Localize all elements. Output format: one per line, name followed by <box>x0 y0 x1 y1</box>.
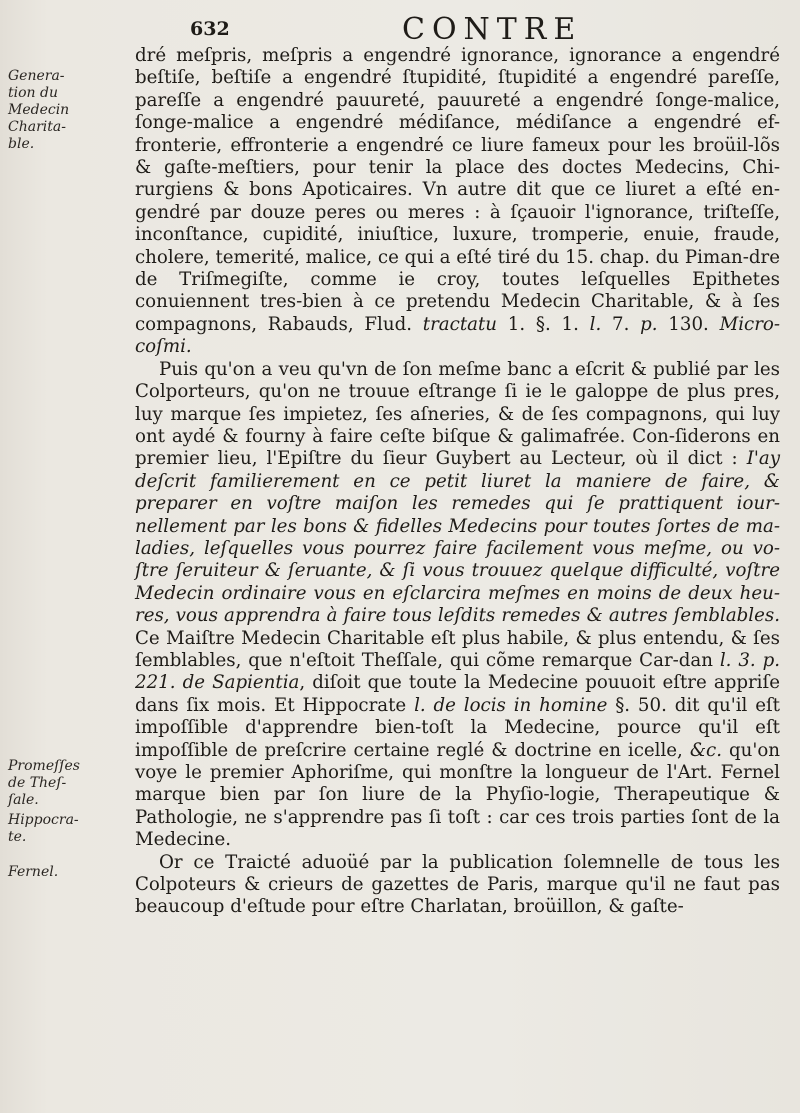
text-segment: 1. §. 1. <box>497 313 590 335</box>
text-segment: qu'on voye le premier Aphoriſme, qui monſtre la longueur de l'Art. Fernel marque bien par ſon liure de la Phyſio-logie, Therapeutique & Pathologie, ne s'apprendre pas ſi toſt : car ces trois parties ſont de la Medecine. <box>135 739 780 851</box>
text-segment: 130. <box>657 313 720 335</box>
text-segment: Ce Maiſtre Medecin Charitable eſt plus habile, & plus entendu, & ſes ſemblables, que n'eſtoit Theſſale, qui cõme remarque Car-dan <box>135 627 780 671</box>
text-segment: Or ce Traicté aduoüé par la publication ſolemnelle de tous les Colpoteurs & crieurs de gazettes de Paris, marque qu'il ne faut pas beaucoup d'eſtude pour eſtre Charlatan, broüillon, & gaſte- <box>135 851 780 918</box>
paragraph-2 <box>135 359 780 852</box>
margin-note-generation: Genera-tion du Medecin Charita-ble. <box>8 68 70 152</box>
margin-note-fernel: Fernel. <box>8 864 59 880</box>
paragraph-1 <box>135 45 780 359</box>
running-head: CONTRE <box>402 12 583 47</box>
text-segment: Puis qu'on a veu qu'vn de ſon meſme banc a eſcrit & publié par les Colporteurs, qu'on ne trouue eſtrange ſi ie le galoppe de plus pres, luy marque ſes impietez, ſes aſneries, & de ſes compagnons, qui luy ont aydé & fourny à faire ceſte biſque & galimafrée. Con-ſiderons en premier lieu, l'Epiſtre du ſieur Guybert au Lecteur, où il dict : <box>135 358 780 470</box>
citation-segment: Micro-coſmi. <box>135 313 780 358</box>
citation-segment: l. <box>589 313 602 335</box>
paragraph-3 <box>135 852 780 919</box>
citation-segment: tractatu <box>422 313 497 335</box>
quotation-segment: I'ay deſcrit familierement en ce petit liuret la maniere de faire, & preparer en voſtre maiſon les remedes qui ſe prattiquent iour-nellement par les bons & fidelles Medecins pour toutes ſortes de ma-ladies, leſquelles vous pourrez faire facilement vous meſme, ou vo-ſtre ſeruiteur & ſeruante, & ſi vous trouuez quelque difficulté, voſtre Medecin ordinaire vous en eſclarcira meſmes en moins de deux heu-res, vous apprendra à faire tous leſdits remedes & autres ſemblables. <box>135 448 780 627</box>
margin-note-hippocrate: Hippocra-te. <box>8 812 79 845</box>
citation-segment: p. <box>640 313 658 335</box>
text-segment: 7. <box>601 313 641 335</box>
citation-segment: l. 3. p. 221. de Sapientia <box>135 649 780 694</box>
page-number: 632 <box>190 18 230 40</box>
page-header <box>190 14 790 48</box>
citation-segment: &c. <box>689 739 722 761</box>
margin-note-promesses: Promeſſes de Theſ-ſale. <box>8 758 80 808</box>
body-text <box>135 45 780 919</box>
citation-segment: l. de locis in homine <box>414 694 608 716</box>
text-segment: dré meſpris, meſpris a engendré ignorance, ignorance a engendré beſtiſe, beſtiſe a engendré ſtupidité, ſtupidité a engendré pareſſe, pareſſe a engendré pauureté, pauureté a engendré ſonge-malice, ſonge-malice a engendré médiſance, médiſance a engendré ef-fronterie, effronterie a engendré ce liure fameux pour les broüil-lõs & gaſte-meſtiers, pour tenir la place des doctes Medecins, Chi-rurgiens & bons Apoticaires. Vn autre dit que ce liuret a eſté en-gendré par douze peres ou meres : à ſçauoir l'ignorance, triſteſſe, inconſtance, cupidité, iniuſtice, luxure, tromperie, enuie, fraude, cholere, temerité, malice, ce qui a eſté tiré du 15. chap. du Piman-dre de Triſmegiſte, comme ie croy, toutes leſquelles Epithetes conuiennent tres-bien à ce pretendu Medecin Charitable, & à ſes compagnons, Rabauds, Flud. <box>135 45 780 335</box>
text-segment: §. 50. dit qu'il eſt impoſſible d'apprendre bien-toſt la Medecine, pource qu'il eſt impoſſible de preſcrire certaine reglé & doctrine en icelle, <box>135 694 780 761</box>
text-segment: , diſoit que toute la Medecine pouuoit eſtre appriſe dans ſix mois. Et Hippocrate <box>135 672 780 716</box>
